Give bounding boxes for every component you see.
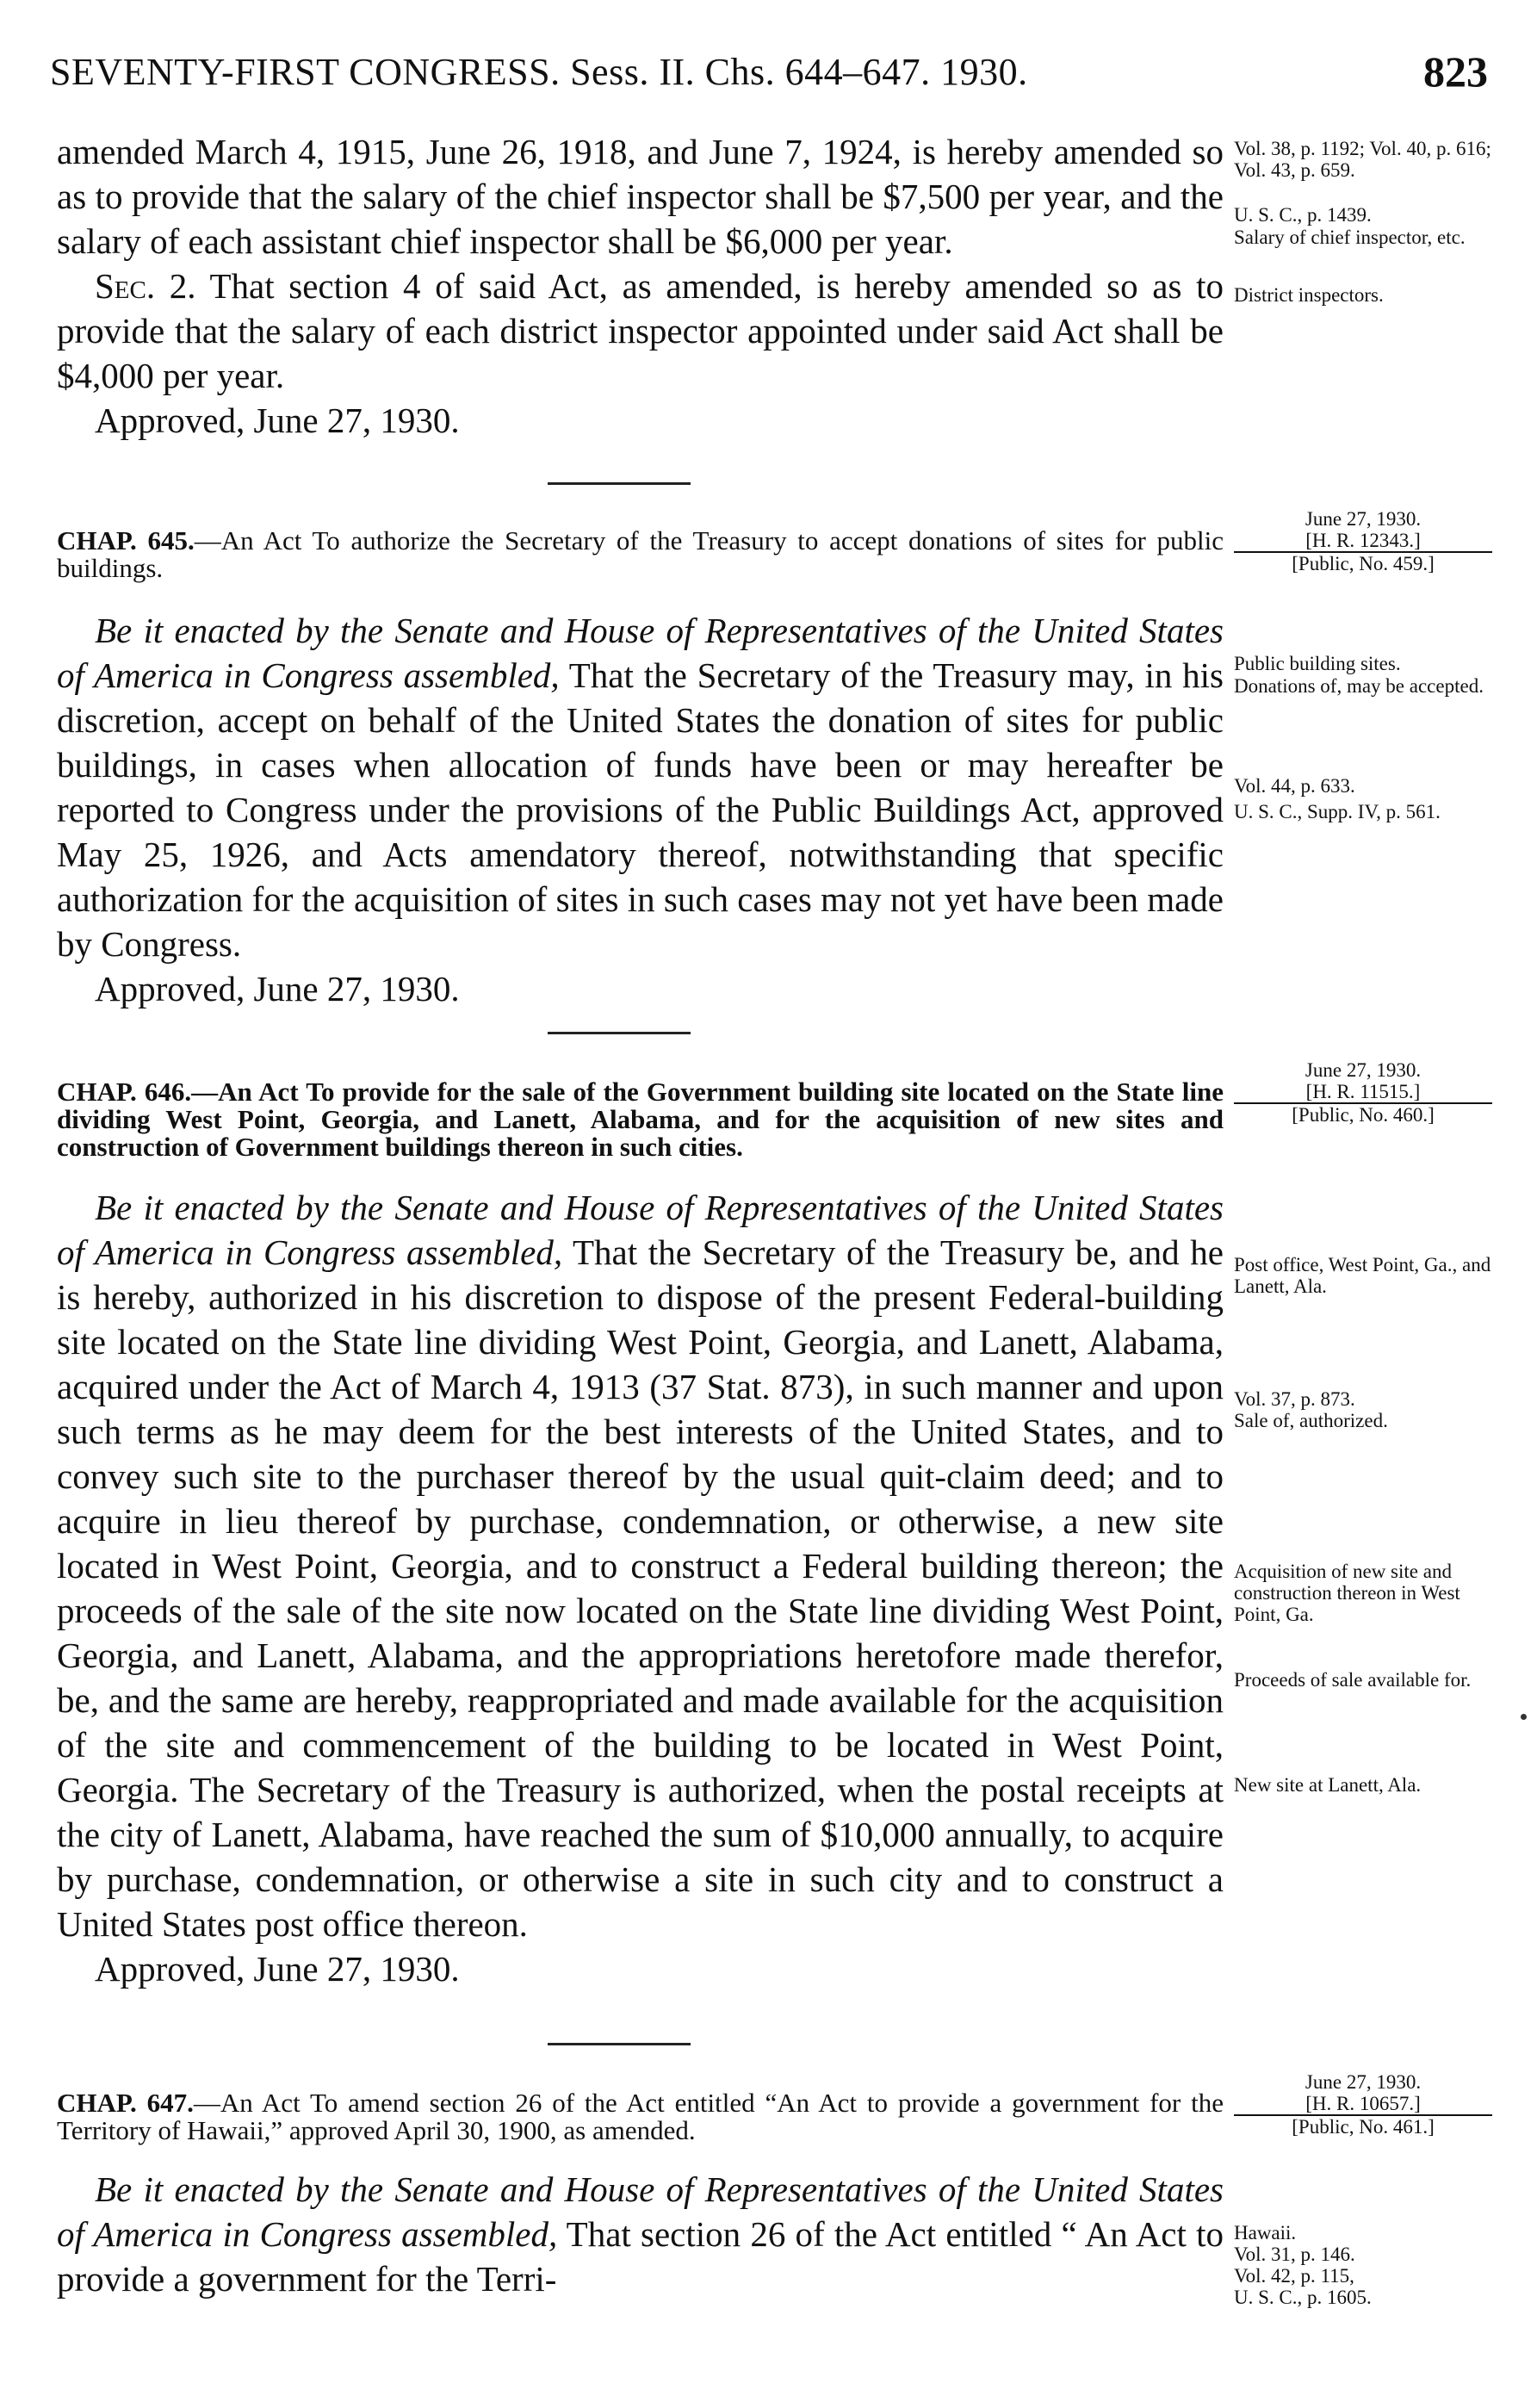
chapter-body bbox=[57, 2167, 1224, 2301]
margin-note: Vol. 44, p. 633. bbox=[1234, 775, 1355, 797]
running-header bbox=[50, 47, 1488, 102]
margin-note: Salary of chief inspector, etc. bbox=[1234, 227, 1466, 248]
continuation-section bbox=[57, 129, 1224, 443]
page-mark bbox=[1521, 1714, 1527, 1720]
chapter-heading bbox=[57, 2089, 1224, 2144]
chapter-body-text: That section 26 of the Act entitled “ An Act to provide a government for the Terri- bbox=[57, 2214, 1224, 2299]
chapter-body bbox=[57, 1185, 1224, 1946]
chapter-body bbox=[57, 608, 1224, 966]
running-title: SEVENTY-FIRST CONGRESS. Sess. II. Chs. 644–647. 1930. bbox=[50, 51, 1028, 93]
margin-note: Sale of, authorized. bbox=[1234, 1410, 1388, 1431]
margin-note: U. S. C., p. 1439. bbox=[1234, 204, 1372, 226]
chapter-645 bbox=[57, 527, 1224, 1011]
margin-note: Acquisition of new site and construction thereon in West Point, Ga. bbox=[1234, 1561, 1460, 1625]
bill-date: June 27, 1930. bbox=[1305, 1059, 1422, 1081]
public-law-number: [Public, No. 459.] bbox=[1292, 553, 1435, 574]
margin-note: Hawaii. Vol. 31, p. 146. Vol. 42, p. 115, U. S. C., p. 1605. bbox=[1234, 2222, 1372, 2308]
section-2-paragraph bbox=[57, 264, 1224, 398]
bill-number: [H. R. 12343.] bbox=[1234, 530, 1492, 553]
margin-note: District inspectors. bbox=[1234, 284, 1384, 306]
bill-info-646 bbox=[1234, 1059, 1492, 1126]
chapter-title: —An Act To provide for the sale of the Government building site located on the State line dividing West Point, Georgia, and Lanett, Alabama, and for the acquisition of new sites and construction of Government buildings thereon in such cities. bbox=[57, 1077, 1224, 1162]
chapter-label: CHAP. 646. bbox=[57, 1077, 192, 1107]
page-number: 823 bbox=[1423, 47, 1488, 96]
enacting-clause: Be it enacted by the Senate and House of Representatives of the United States of America in Congress assembled, bbox=[57, 1188, 1224, 1272]
section-divider bbox=[548, 482, 691, 485]
margin-note: New site at Lanett, Ala. bbox=[1234, 1774, 1422, 1796]
chapter-title: —An Act To authorize the Secretary of the Treasury to accept donations of sites for public buildings. bbox=[57, 525, 1224, 583]
chapter-heading bbox=[57, 527, 1224, 582]
public-law-number: [Public, No. 461.] bbox=[1292, 2116, 1435, 2138]
approved-line: Approved, June 27, 1930. bbox=[95, 969, 460, 1009]
approved-line: Approved, June 27, 1930. bbox=[95, 1949, 460, 1989]
section-label: Sec. 2. bbox=[95, 266, 196, 306]
chapter-646 bbox=[57, 1078, 1224, 1991]
chapter-label: CHAP. 645. bbox=[57, 525, 195, 555]
chapter-heading bbox=[57, 1078, 1224, 1161]
enacting-clause: Be it enacted by the Senate and House of Representatives of the United States of America in Congress assembled, bbox=[57, 611, 1224, 695]
margin-note: Donations of, may be accepted. bbox=[1234, 675, 1484, 697]
bill-info-645 bbox=[1234, 508, 1492, 574]
chapter-body-text: That the Secretary of the Treasury be, and he is hereby, authorized in his discretion to dispose of the present Federal-building site located on the State line dividing West Point, Georgia, and Lanett, Alabama, acquired under the Act of March 4, 1913 (37 Stat. 873), in such manner and upon such terms as he may deem for the best interests of the United States, and to convey such site to the purchaser thereof by the usual quit-claim deed; and to acquire in lieu thereof by purchase, condemnation, or otherwise, a new site located in West Point, Georgia, and to construct a Federal building thereon; the proceeds of the sale of the site now located on the State line dividing West Point, Georgia, and Lanett, Alabama, and the appropriations heretofore made therefor, be, and the same are hereby, reappropriated and made available for the acquisition of the site and commencement of the building to be located in West Point, Georgia. The Secretary of the Treasury is authorized, when the postal receipts at the city of Lanett, Alabama, have reached the sum of $10,000 annually, to acquire by purchase, condemnation, or otherwise a site in such city and to construct a United States post office thereon. bbox=[57, 1232, 1224, 1944]
margin-note: Proceeds of sale available for. bbox=[1234, 1669, 1472, 1691]
margin-note: Public building sites. bbox=[1234, 653, 1401, 674]
enacting-clause: Be it enacted by the Senate and House of Representatives of the United States of America in Congress assembled, bbox=[57, 2169, 1224, 2254]
margin-note: Vol. 37, p. 873. bbox=[1234, 1388, 1355, 1410]
bill-date: June 27, 1930. bbox=[1305, 508, 1422, 530]
section-divider bbox=[548, 1032, 691, 1034]
section-2-text: That section 4 of said Act, as amended, is hereby amended so as to provide that the salary of each district inspector appointed under said Act shall be $4,000 per year. bbox=[57, 266, 1224, 395]
bill-info-647 bbox=[1234, 2071, 1492, 2138]
bill-date: June 27, 1930. bbox=[1305, 2071, 1422, 2093]
approved-line: Approved, June 27, 1930. bbox=[95, 400, 460, 440]
margin-note: Post office, West Point, Ga., and Lanett, Ala. bbox=[1234, 1254, 1491, 1297]
chapter-647 bbox=[57, 2089, 1224, 2301]
section-divider bbox=[548, 2043, 691, 2045]
public-law-number: [Public, No. 460.] bbox=[1292, 1104, 1435, 1126]
bill-number: [H. R. 11515.] bbox=[1234, 1081, 1492, 1104]
margin-note: U. S. C., Supp. IV, p. 561. bbox=[1234, 801, 1441, 822]
bill-number: [H. R. 10657.] bbox=[1234, 2093, 1492, 2116]
margin-note: Vol. 38, p. 1192; Vol. 40, p. 616; Vol. 43, p. 659. bbox=[1234, 138, 1491, 181]
chapter-title: —An Act To amend section 26 of the Act entitled “An Act to provide a government for the Territory of Hawaii,” approved April 30, 1900, as amended. bbox=[57, 2088, 1224, 2145]
chapter-label: CHAP. 647. bbox=[57, 2088, 194, 2118]
chapter-body-text: That the Secretary of the Treasury may, in his discretion, accept on behalf of the United States the donation of sites for public buildings, in cases when allocation of funds have been or may hereafter be reported to Congress under the provisions of the Public Buildings Act, approved May 25, 1926, and Acts amendatory thereof, notwithstanding that specific authorization for the acquisition of sites in such cases may not yet have been made by Congress. bbox=[57, 655, 1224, 964]
continuation-paragraph: amended March 4, 1915, June 26, 1918, and June 7, 1924, is hereby amended so as to provide that the salary of the chief inspector shall be $7,500 per year, and the salary of each assistant chief inspector shall be $6,000 per year. bbox=[57, 132, 1224, 261]
